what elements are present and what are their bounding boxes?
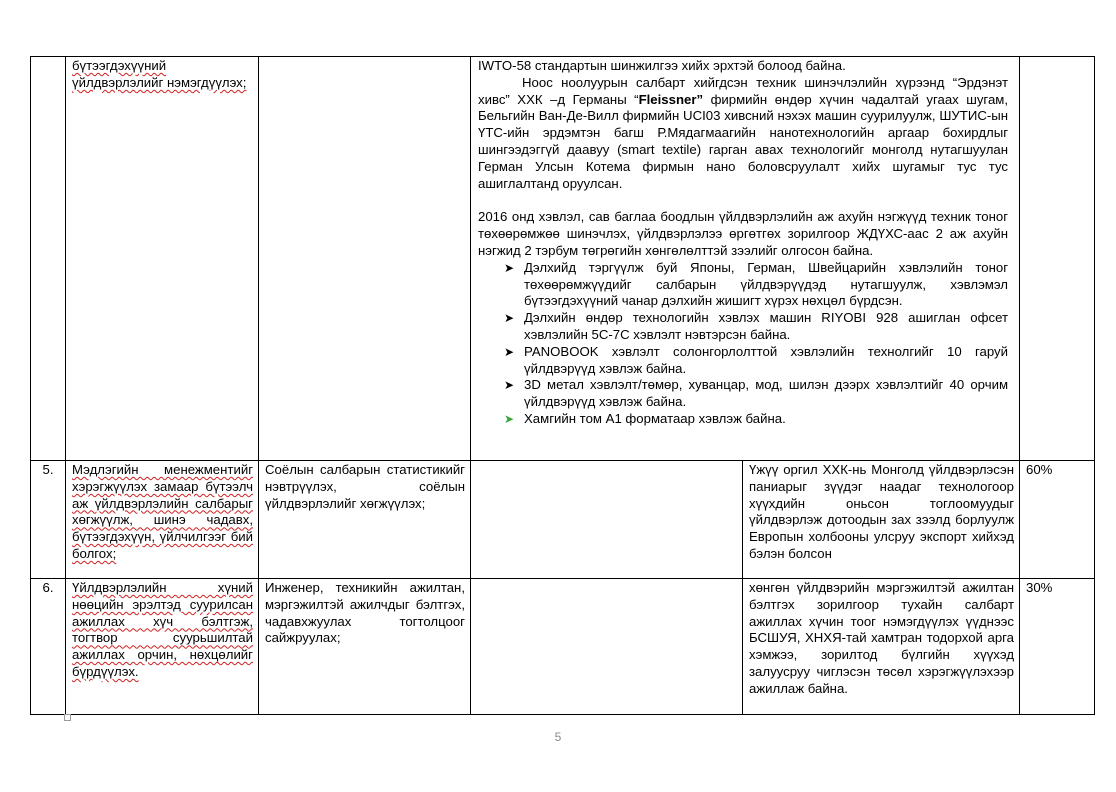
goal-cell: Мэдлэгийн менежментийг хэрэгжүүлэх замаар бүтээлч аж үйлдвэрлэлийн салбарыг хөгжүүлж, шинэ чадавх, бүтээгдэхүүн, үйлчилгээг бий болгох;: [66, 461, 259, 579]
progress-cell: [471, 579, 743, 715]
brand-name: Fleissner”: [638, 91, 704, 107]
row-number-cell: [31, 57, 66, 461]
progress-cell: [471, 461, 743, 579]
table-row-5: [31, 461, 1095, 579]
measure-cell: Соёлын салбарын статистикийг нэвтрүүлэх, соёлын үйлдвэрлэлийг хөгжүүлэх;: [259, 461, 471, 579]
arrow-bullet-icon: ➤: [504, 344, 515, 359]
measure-cell: [259, 57, 471, 461]
goal-cell: Үйлдвэрлэлийн хүний нөөцийн эрэлтэд суурилсан ажиллах хүч бэлтгэж, тогтвор суурьшилтай ажиллах орчин, нөхцөлийг бүрдүүлэх.: [66, 579, 259, 715]
list-item: ➤ PANOBOOK хэвлэлт солонгорлолттой хэвлэлийн технолгийг 10 гаруй үйлдвэрүүд хэвлэж байна.: [504, 343, 1009, 376]
row-number-cell: 6.: [31, 579, 66, 715]
arrow-bullet-icon: ➤: [504, 378, 515, 393]
list-item: ➤ Хамгийн том А1 форматаар хэвлэж байна.: [504, 410, 786, 426]
list-item: ➤ Дэлхийн өндөр технологийн хэвлэх машин RIYOBI 928 ашиглан офсет хэвлэлийн 5С-7С хэвлэлт нэвтэрсэн байна.: [504, 310, 1009, 342]
result-cell: Үжүү оргил ХХК-нь Монголд үйлдвэрлэсэн паниарыг зүүдэг наадаг технологоор хүүхдийн оньсон тоглоомуудыг үйлдвэрлэж дотоодын зах зээлд борлуулж Европын холбооны улсруу экспорт хийхэд бэлэн болсон: [743, 461, 1020, 579]
progress-paragraph-3: 2016 онд хэвлэл, сав баглаа боодлын үйлдвэрлэлийн аж ахуйн нэгжүүд техник тоног төхөөрөмжөө шинэчлэх, үйлдвэрлэлээ өргөтгөх зорилгоор ЖДҮХС-аас 2 аж ахуйн нэгжид 2 тэрбум төгрөгийн хөнгөлөлттэй зээлийг олгосон байна.: [478, 209, 1009, 258]
paragraph-mark-icon: [64, 714, 71, 721]
progress-paragraph-1: IWTO-58 стандартын шинжилгээ хийх эрхтэй болоод байна.: [478, 58, 846, 73]
goal-cell: бүтээгдэхүүний үйлдвэрлэлийг нэмэгдүүлэх;: [66, 57, 259, 461]
arrow-bullet-icon: ➤: [504, 260, 515, 275]
table-row-continued: [31, 57, 1095, 461]
arrow-bullet-icon: ➤: [504, 311, 515, 326]
bullet-list: [478, 260, 1008, 428]
report-table: [30, 56, 1095, 715]
list-item: ➤ Дэлхийд тэргүүлж буй Японы, Герман, Швейцарийн хэвлэлийн тоног төхөөрөмжүүдийг салбарын үйлдвэрүүдэд нутагшуулж, хэвлэмэл бүтээгдэхүүний чанар дэлхийн жишигт хүрэх нөхцөл бүрдсэн.: [504, 259, 1009, 309]
arrow-bullet-icon: ➤: [504, 411, 515, 426]
percent-cell: [1020, 57, 1095, 461]
percent-cell: 30%: [1020, 579, 1095, 715]
list-item: ➤ 3D метал хэвлэлт/төмөр, хуванцар, мод, шилэн дээрх хэвлэлтийг 40 орчим үйлдвэрүүд хэвлэж байна.: [504, 377, 1009, 410]
progress-paragraph-2: Ноос ноолуурын салбарт хийгдсэн техник шинэчлэлийн хүрээнд “Эрдэнэт хивс” ХХК –д Германы “Fleissner” фирмийн өндөр хүчин чадалтай угаах шугам, Бельгийн Ван-Де-Вилл фирмийн UCI03 хивсний нэхэх машин суурилуулж, ШУТИС-ын ҮТС-ийн эрдэмтэн багш Р.Мядагмаагийн нанотехнологийн аргаар бохирдлыг шингээдэггүй даавуу (smart textile) гарган авах технологийг монголд нутагшуулан Герман Улсын Котема фирмын нано боловсруулалт хийх шугамыг тус тус ашиглалтанд оруулсан.: [478, 74, 1009, 191]
result-cell: хөнгөн үйлдвэрийн мэргэжилтэй ажилтан бэлтгэх зорилгоор тухайн салбарт ажиллах хүчин тоог нэмэгдүүлэх үүднээс БСШУЯ, ХНХЯ-тай хамтран тодорхой арга хэмжээ, зорилтод бүлгийн хүүхэд залуусруу чиглэсэн төсөл хэрэгжүүлэхээр ажиллаж байна.: [743, 579, 1020, 715]
percent-cell: 60%: [1020, 461, 1095, 579]
progress-cell: [471, 57, 1020, 461]
table-row-6: [31, 579, 1095, 715]
page-number: 5: [554, 730, 562, 744]
row-number-cell: 5.: [31, 461, 66, 579]
measure-cell: Инженер, техникийн ажилтан, мэргэжилтэй ажилчдыг бэлтгэх, чадавхжуулах тогтолцоог сайжруулах;: [259, 579, 471, 715]
